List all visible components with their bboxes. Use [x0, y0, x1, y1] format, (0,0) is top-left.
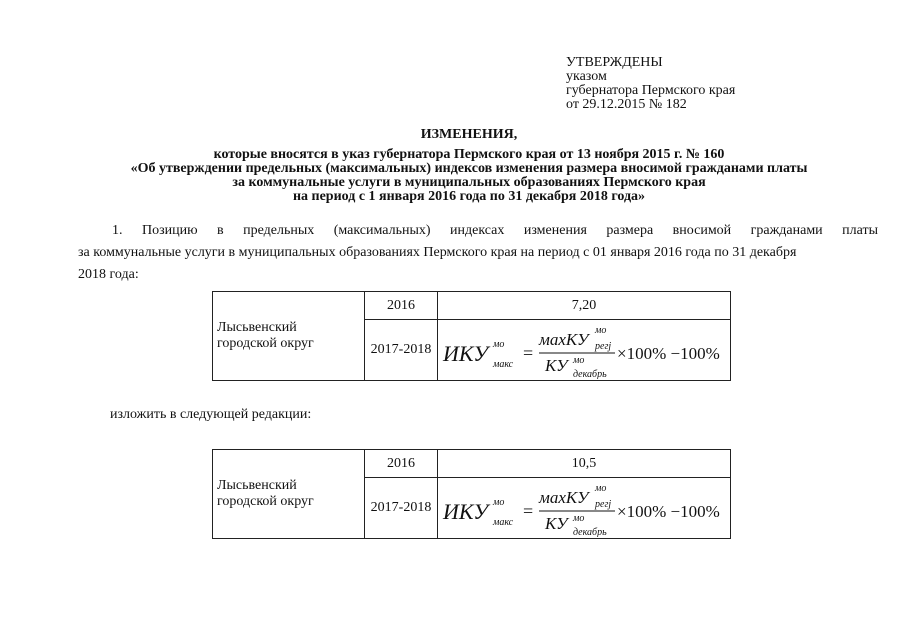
- municipality-name-line: Лысьвенский: [217, 478, 297, 493]
- approval-block: [566, 56, 886, 112]
- formula-lhs-main: ИКУ: [443, 341, 489, 366]
- document-heading: [60, 128, 878, 204]
- index-table-current: [212, 291, 731, 381]
- index-formula: [439, 479, 729, 537]
- approval-approved-label: УТВЕРЖДЕНЫ: [566, 55, 663, 70]
- formula-numerator-main: махКУ: [539, 488, 589, 507]
- formula-numerator-sub: регj: [595, 341, 612, 352]
- formula-numerator-main: махКУ: [539, 330, 589, 349]
- heading-line: за коммунальные услуги в муниципальных образованиях Пермского края: [232, 175, 706, 190]
- municipality-name-line: городской округ: [217, 494, 314, 509]
- formula-cell: [438, 320, 731, 381]
- formula-denominator-sup: мо: [573, 513, 585, 524]
- formula-denominator-sub: декабрь: [573, 527, 607, 537]
- municipality-cell: [213, 450, 365, 539]
- paragraph-line: за коммунальные услуги в муниципальных образованиях Пермского края на период с 01 января 2016 года по 31 декабря: [78, 245, 797, 260]
- formula-lhs-sup: мо: [493, 497, 505, 508]
- formula-denominator-sub: декабрь: [573, 369, 607, 379]
- year-cell: 2016: [365, 292, 438, 320]
- index-table-new: [212, 449, 731, 539]
- paragraph-line: 1. Позицию в предельных (максимальных) индексах изменения размера вносимой гражданами платы: [112, 223, 878, 238]
- year-range-cell: 2017-2018: [365, 320, 438, 381]
- formula-denominator-main: КУ: [545, 356, 568, 375]
- heading-line: на период с 1 января 2016 года по 31 декабря 2018 года»: [292, 189, 646, 204]
- formula-numerator-sup: мо: [595, 483, 607, 494]
- heading-title: ИЗМЕНЕНИЯ,: [420, 127, 518, 142]
- formula-denominator-sup: мо: [573, 355, 585, 366]
- approval-date-number: от 29.12.2015 № 182: [566, 97, 687, 112]
- year-range-cell: 2017-2018: [365, 478, 438, 539]
- restate-text: изложить в следующей редакции:: [110, 407, 312, 422]
- body-paragraph: [78, 220, 878, 286]
- heading-line: которые вносятся в указ губернатора Пермского края от 13 ноября 2015 г. № 160: [213, 147, 725, 162]
- municipality-name-line: Лысьвенский: [217, 320, 297, 335]
- approval-issuer: губернатора Пермского края: [566, 83, 736, 98]
- formula-numerator-sup: мо: [595, 325, 607, 336]
- formula-cell: [438, 478, 731, 539]
- index-value-cell: 10,5: [438, 450, 731, 478]
- municipality-name-line: городской округ: [217, 336, 314, 351]
- formula-denominator-main: КУ: [545, 514, 568, 533]
- municipality-cell: [213, 292, 365, 381]
- approval-decree-label: указом: [566, 69, 607, 84]
- heading-line: «Об утверждении предельных (максимальных) индексов изменения размера вносимой гражданами платы: [130, 161, 808, 176]
- paragraph-line: 2018 года:: [78, 267, 139, 282]
- year-cell: 2016: [365, 450, 438, 478]
- index-formula: [439, 321, 729, 379]
- formula-tail: ×100% −100%: [617, 344, 720, 363]
- formula-equals: =: [523, 343, 534, 363]
- formula-tail: ×100% −100%: [617, 502, 720, 521]
- formula-lhs-sup: мо: [493, 339, 505, 350]
- formula-lhs-sub: макс: [493, 359, 514, 370]
- formula-numerator-sub: регj: [595, 499, 612, 510]
- formula-lhs-main: ИКУ: [443, 499, 489, 524]
- formula-equals: =: [523, 501, 534, 521]
- index-value-cell: 7,20: [438, 292, 731, 320]
- formula-lhs-sub: макс: [493, 517, 514, 528]
